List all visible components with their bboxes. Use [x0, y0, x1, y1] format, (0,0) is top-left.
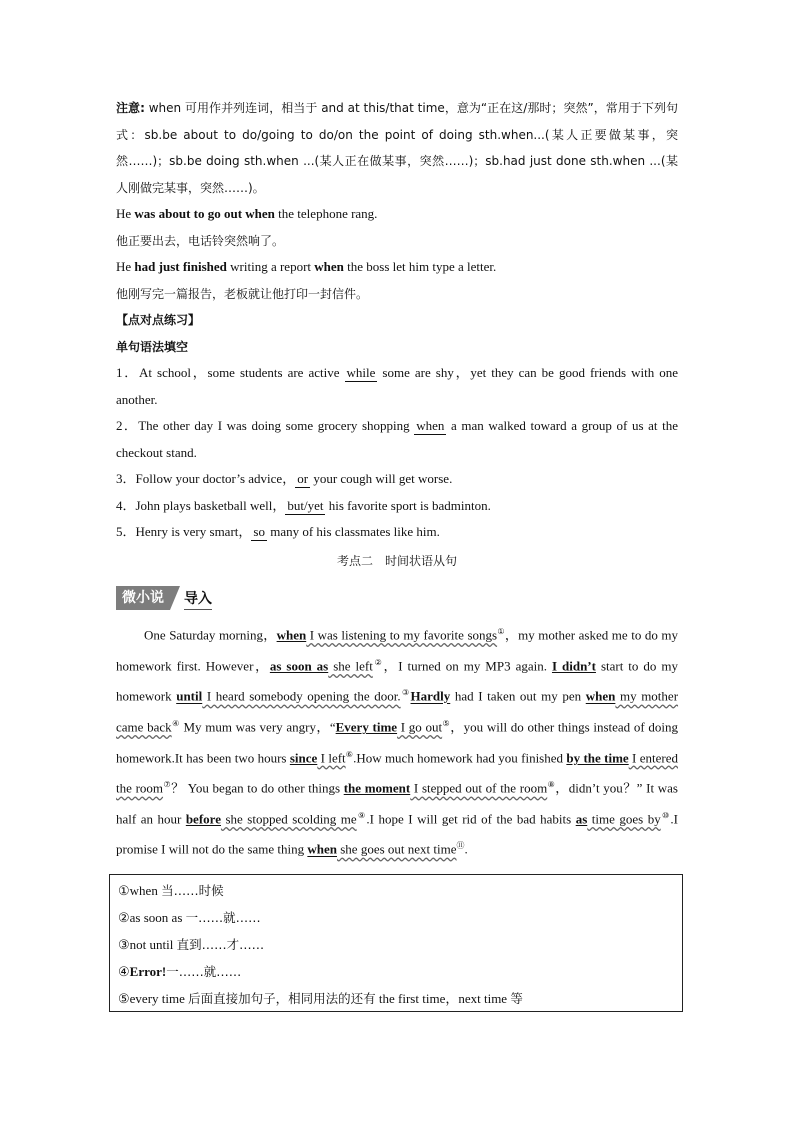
answer-blank[interactable]: or — [297, 471, 309, 486]
banner-label: 导入 — [184, 588, 212, 610]
example-text: the telephone rang. — [274, 206, 378, 221]
item-text: many of his classmates like him. — [266, 524, 440, 539]
practice-item-4 — [116, 493, 678, 520]
note-row-4: ④Error!一……就…… — [118, 964, 242, 979]
example-text: He — [116, 259, 135, 274]
note-row-5: ⑤every time 后面直接加句子，相同用法的还有 the first time，next time 等 — [118, 991, 523, 1006]
error-text: Error! — [129, 964, 167, 979]
micro-story-banner — [116, 580, 678, 610]
note-row-2: ②as soon as 一……就…… — [118, 910, 261, 925]
story-paragraph: One Saturday morning，when I was listening to my favorite songs①，my mother asked me to do my homework first. However，as soon as she left②，I turned on my MP3 again. I didn’t start to do my homework until I heard somebody opening the door.③Hardly had I taken out my pen when my mother came back④ My mum was very angry，“Every time I go out⑤，you will do other things instead of doing homework.It has been two hours since I left⑥.How much homework had you finished by the time I entered the room⑦？ You began to do other things the moment I stepped out of the room⑧，didn’t you？” It was half an hour before she stopped scolding me⑨.I hope I will get rid of the bad habits as time goes by⑩.I promise I will not do the same thing when she goes out next time⑪. — [116, 627, 679, 857]
example-bold: had just finished — [134, 259, 227, 274]
practice-item-5 — [116, 519, 678, 546]
item-text: a man walked toward a group of us at the checkout stand. — [116, 418, 678, 460]
item-text: 1．At school，some students are active — [116, 365, 345, 380]
item-text: his favorite sport is badminton. — [325, 497, 491, 513]
item-text: 4．John plays basketball well， — [116, 497, 286, 513]
item-text: some are shy，yet they can be good friends with one another. — [116, 365, 678, 407]
note-row-1: ①when 当……时候 — [118, 883, 224, 898]
note-paragraph — [116, 95, 678, 201]
example-bold: when — [314, 259, 344, 274]
example-2-en — [116, 254, 678, 281]
banner-tag: 微小说 — [116, 586, 170, 610]
practice-item-3 — [116, 466, 678, 493]
note-text: when 可用作并列连词，相当于 and at this/that time，意为“正在这/那时；突然”，常用于下列句式：sb.be about to do/going to do/on the point of doing sth.when...(某人正要做某事，突然……)；sb.be doing sth.when ...(某人正在做某事，突然……)；sb.had just done sth.when ...(某人刚做完某事，突然……)。 — [116, 101, 678, 195]
answer-blank[interactable]: so — [253, 524, 265, 539]
practice-subheading: 单句语法填空 — [116, 339, 189, 354]
item-text: 2．The other day I was doing some grocery shopping — [116, 418, 415, 433]
practice-item-1 — [116, 360, 678, 413]
example-text: He — [116, 206, 135, 221]
answer-blank[interactable]: but/yet — [287, 497, 324, 513]
example-1-en — [116, 201, 678, 228]
item-text: 3．Follow your doctor’s advice， — [116, 471, 296, 486]
answer-blank[interactable]: when — [416, 418, 445, 433]
page-content — [116, 95, 678, 876]
note-label: 注意: — [116, 101, 145, 115]
note-row-3: ③not until 直到……才…… — [118, 937, 265, 952]
example-1-cn: 他正要出去，电话铃突然响了。 — [116, 233, 285, 248]
section-title: 考点二 时间状语从句 — [336, 553, 457, 568]
practice-heading: 【点对点练习】 — [116, 313, 201, 327]
example-2-cn: 他刚写完一篇报告，老板就让他打印一封信件。 — [116, 286, 369, 301]
item-text: 5．Henry is very smart， — [116, 524, 252, 539]
example-text: writing a report — [226, 259, 315, 274]
item-text: your cough will get worse. — [310, 471, 453, 486]
answer-blank[interactable]: while — [346, 365, 376, 380]
notes-box — [109, 874, 683, 1012]
practice-item-2 — [116, 413, 678, 466]
example-bold: was about to go out when — [134, 206, 275, 221]
example-text: the boss let him type a letter. — [343, 259, 497, 274]
